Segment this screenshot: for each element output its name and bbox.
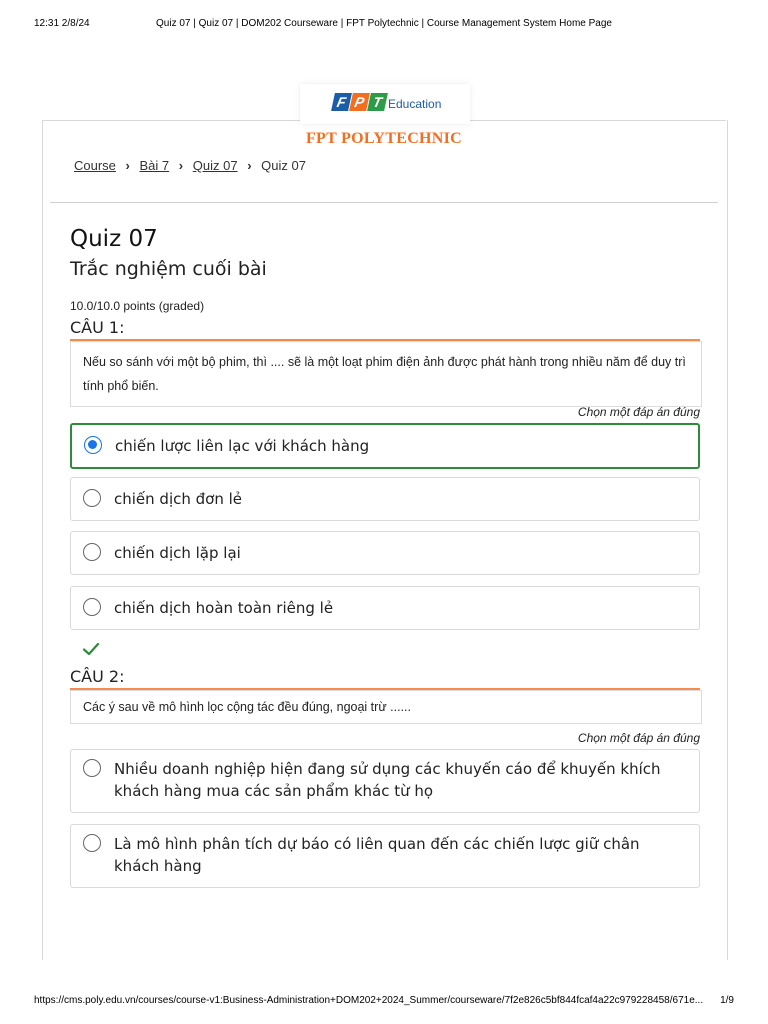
print-datetime: 12:31 2/8/24 <box>34 18 90 29</box>
print-header <box>34 18 734 34</box>
question-2-instruction: Chọn một đáp án đúng <box>577 731 700 745</box>
breadcrumb-quiz-link[interactable]: Quiz 07 <box>192 158 238 173</box>
option-label: Là mô hình phân tích dự báo có liên quan đến các chiến lược giữ chân khách hàng <box>114 835 640 875</box>
option-label: chiến dịch đơn lẻ <box>114 490 243 508</box>
question-1-option-2[interactable] <box>70 477 700 521</box>
logo-letter-t: T <box>367 93 388 111</box>
question-1-option-4[interactable] <box>70 586 700 630</box>
breadcrumb-course-link[interactable]: Course <box>74 158 116 173</box>
question-2-label: CÂU 2: <box>70 667 125 686</box>
breadcrumb-lesson-link[interactable]: Bài 7 <box>139 158 170 173</box>
question-2-option-2[interactable] <box>70 824 700 888</box>
header-divider <box>50 202 718 203</box>
logo-letter-f: F <box>331 93 352 111</box>
frame-top-left <box>42 120 300 121</box>
quiz-title: Quiz 07 <box>70 226 158 252</box>
print-page-title: Quiz 07 | Quiz 07 | DOM202 Courseware | FPT Polytechnic | Course Management System Home Page <box>156 18 612 29</box>
breadcrumb <box>74 158 306 173</box>
question-2-text: Các ý sau về mô hình lọc cộng tác đều đúng, ngoại trừ ...... <box>70 690 702 724</box>
question-1-instruction: Chọn một đáp án đúng <box>577 405 700 419</box>
question-2-option-1[interactable] <box>70 749 700 813</box>
brand-title: FPT POLYTECHNIC <box>305 130 463 147</box>
radio-selected-icon[interactable] <box>84 436 102 454</box>
option-label: chiến lược liên lạc với khách hàng <box>115 437 370 455</box>
quiz-subtitle: Trắc nghiệm cuối bài <box>70 258 267 280</box>
question-1-text: Nếu so sánh với một bộ phim, thì .... sẽ là một loạt phim điện ảnh được phát hành trong nhiều năm để duy trì tính phổ biến. <box>70 341 702 407</box>
print-page-number: 1/9 <box>720 995 734 1006</box>
logo-education-text: Education <box>388 97 442 111</box>
radio-empty-icon[interactable] <box>83 543 101 561</box>
print-url: https://cms.poly.edu.vn/courses/course-v1:Business-Administration+DOM202+2024_Summer/courseware/7f2e826c5bf844fcaf4a22c979228458/671e... <box>34 995 704 1006</box>
radio-empty-icon[interactable] <box>83 598 101 616</box>
radio-empty-icon[interactable] <box>83 489 101 507</box>
print-footer <box>34 995 734 1011</box>
correct-check-icon <box>82 640 100 658</box>
question-1-option-3[interactable] <box>70 531 700 575</box>
chevron-right-icon: › <box>247 158 252 173</box>
quiz-points: 10.0/10.0 points (graded) <box>70 299 205 313</box>
option-label: chiến dịch hoàn toàn riêng lẻ <box>114 599 334 617</box>
breadcrumb-current: Quiz 07 <box>261 158 306 173</box>
question-1-label: CÂU 1: <box>70 318 125 337</box>
logo-letter-p: P <box>349 93 370 111</box>
fpt-logo-mark <box>333 93 387 112</box>
option-label: Nhiều doanh nghiệp hiện đang sử dụng các khuyến cáo để khuyến khích khách hàng mua các sản phẩm khác từ họ <box>114 760 661 800</box>
radio-empty-icon[interactable] <box>83 759 101 777</box>
chevron-right-icon: › <box>178 158 184 173</box>
fpt-education-logo[interactable] <box>300 84 470 124</box>
chevron-right-icon: › <box>125 158 130 173</box>
question-1-option-1[interactable] <box>70 423 700 469</box>
frame-top-right <box>470 120 726 121</box>
radio-empty-icon[interactable] <box>83 834 101 852</box>
option-label: chiến dịch lặp lại <box>114 544 241 562</box>
